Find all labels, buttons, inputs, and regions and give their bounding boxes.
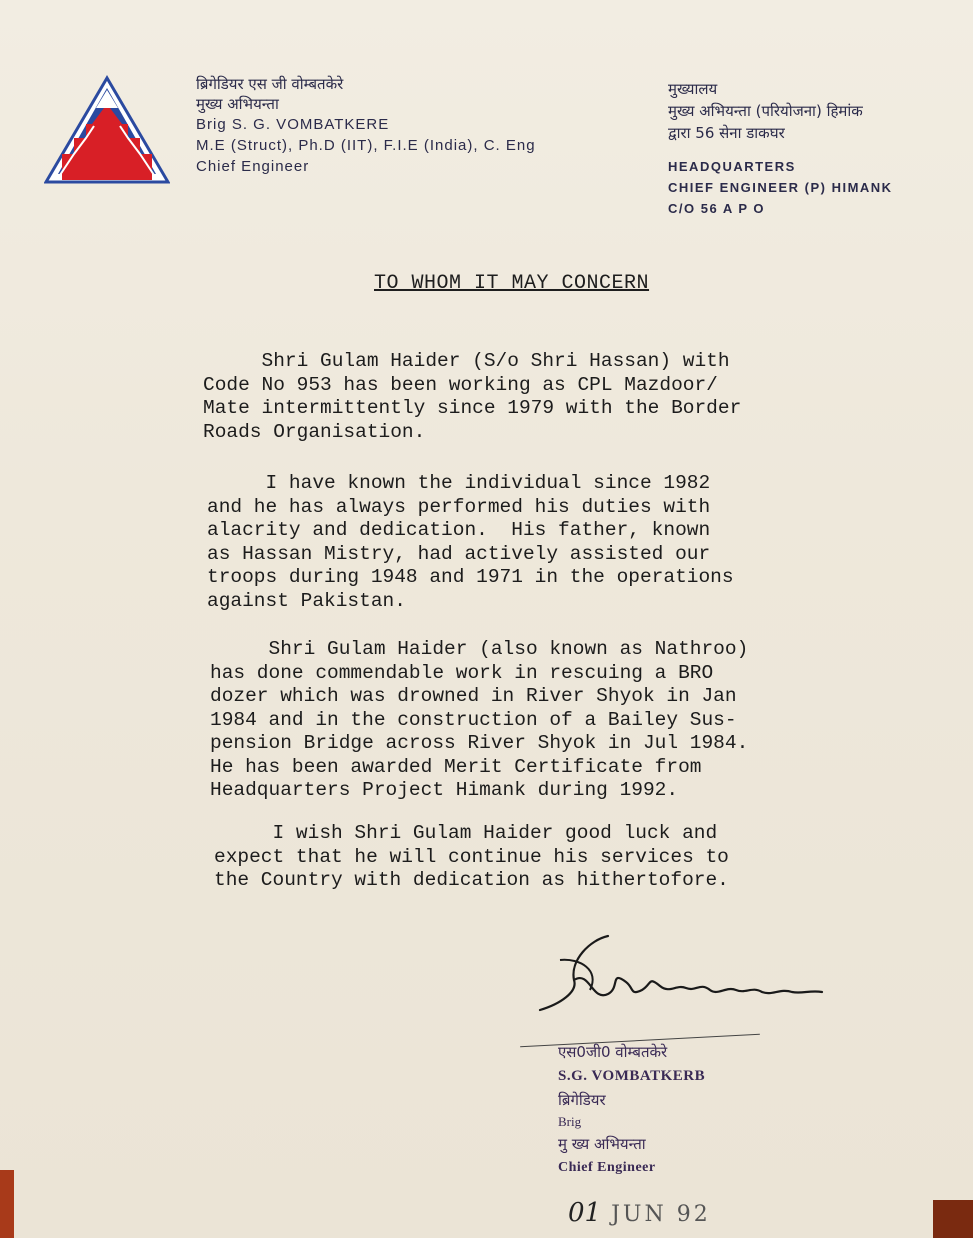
address-line3: C/O 56 A P O (668, 201, 765, 216)
letterhead-sender (196, 74, 536, 177)
stamp-title: Chief Engineer (558, 1160, 656, 1175)
address-line2: CHIEF ENGINEER (P) HIMANK (668, 180, 893, 195)
stamp-rank: Brig (558, 1114, 582, 1129)
address-hindi-line3: द्वारा 56 सेना डाकघर (668, 124, 785, 142)
address-line1: HEADQUARTERS (668, 159, 796, 174)
sender-name: Brig S. G. VOMBATKERE (196, 116, 390, 133)
sender-qualifications: M.E (Struct), Ph.D (IIT), F.I.E (India), C. Eng (196, 137, 536, 154)
paragraph-1: Shri Gulam Haider (S/o Shri Hassan) with Code No 953 has been working as CPL Mazdoor/ Mate intermittently since 1979 with the Border Roads Organisation. (203, 350, 742, 443)
address-hindi-line1: मुख्यालय (668, 80, 718, 98)
sender-hindi-name: ब्रिगेडियर एस जी वोम्बतकेरे (196, 75, 344, 93)
signature-stamp (558, 1040, 705, 1180)
letter-title: TO WHOM IT MAY CONCERN (374, 272, 650, 295)
stamp-hindi-name: एस0जी0 वोम्बतकेरे (558, 1043, 668, 1061)
address-hindi-line2: मुख्य अभियन्ता (परियोजना) हिमांक (668, 102, 863, 120)
stamp-hindi-title: मु ख्य अभियन्ता (558, 1135, 646, 1153)
paragraph-2: I have known the individual since 1982 and he has always performed his duties with alacrity and dedication. His father, known as Hassan Mistry, had actively assisted our troops during 1948 and 1971 in the operations against Pakistan. (207, 472, 734, 612)
sender-title: Chief Engineer (196, 158, 310, 175)
sender-hindi-title: मुख्य अभियन्ता (196, 95, 279, 113)
background-edge-left (0, 1170, 14, 1238)
date-day: 01 (568, 1198, 602, 1228)
stamp-hindi-rank: ब्रिगेडियर (558, 1091, 606, 1109)
background-edge-right (933, 1200, 973, 1238)
stamp-name: S.G. VOMBATKERB (558, 1068, 706, 1084)
letterhead-address (668, 78, 893, 219)
himank-emblem-icon (44, 74, 170, 186)
handwritten-signature (530, 930, 830, 1020)
paragraph-3: Shri Gulam Haider (also known as Nathroo) has done commendable work in rescuing a BRO dozer which was drowned in River Shyok in Jan 1984 and in the construction of a Bailey Sus- pension Bridge across River Shyok in Jul 1984. He has been awarded Merit Certificate from Headquarters Project Himank during 1992. (210, 638, 749, 801)
date-month-year: JUN 92 (611, 1202, 711, 1227)
paragraph-4: I wish Shri Gulam Haider good luck and expect that he will continue his services to the Country with dedication as hithertofore. (214, 822, 729, 891)
date-stamp (568, 1198, 711, 1228)
